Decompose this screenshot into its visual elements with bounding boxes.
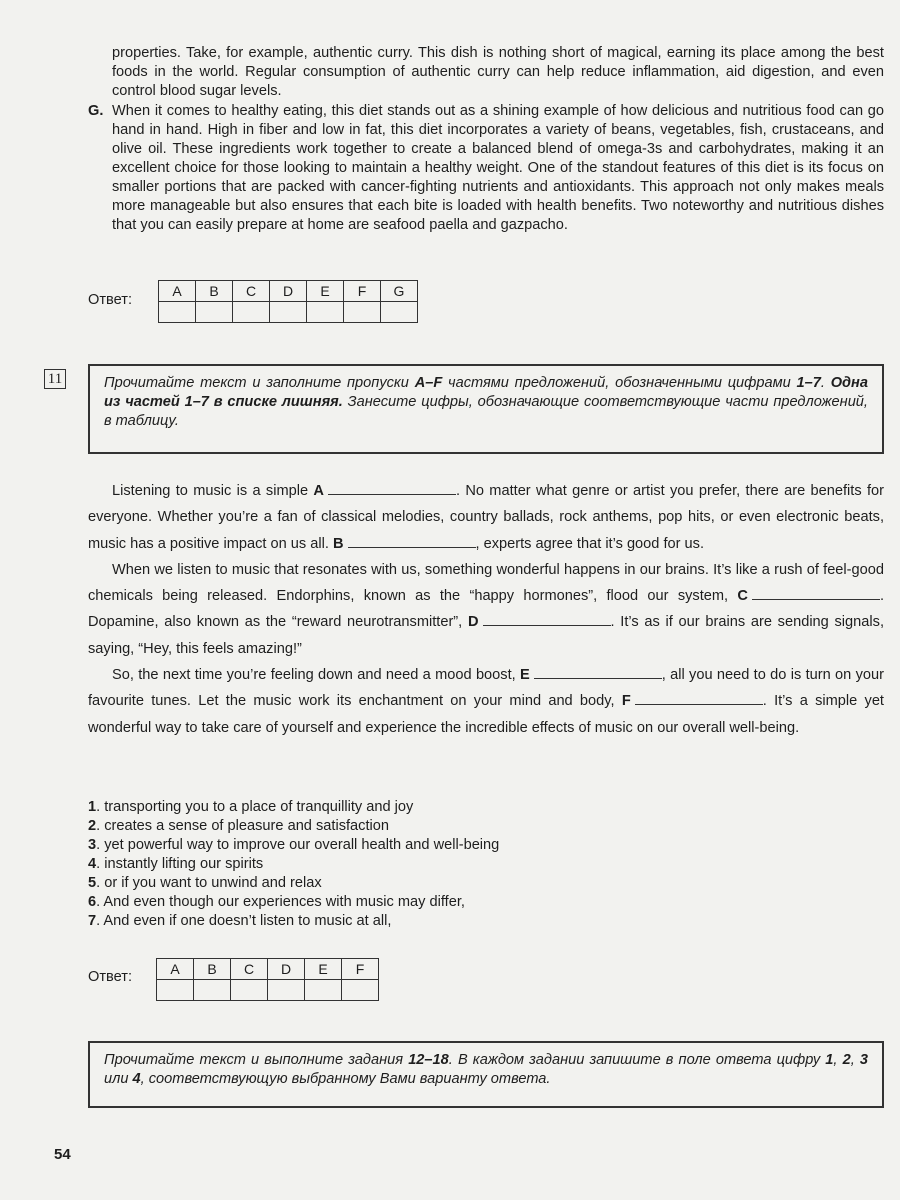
instruction-emphasis: 4 — [132, 1071, 141, 1087]
option-text: . yet powerful way to improve our overall health and well-being — [96, 837, 500, 853]
instruction-text: Прочитайте текст и заполните пропуски — [104, 375, 415, 391]
option-number: 2 — [88, 818, 97, 834]
answer-header-cell: E — [305, 959, 342, 980]
next-task-instruction — [88, 1041, 884, 1108]
answer-header-cell: D — [268, 959, 305, 980]
answer-table-2 — [156, 958, 379, 1001]
gap-letter: A — [313, 483, 324, 499]
option-number: 1 — [88, 799, 97, 815]
answer-header-cell: F — [344, 281, 381, 302]
gap-letter: B — [332, 535, 344, 552]
text-segment: When we listen to music that resonates with us, something wonderful happens in our brains. It’s like a rush of feel-good chemicals being released. Endorphins, known as the “happy hormones”, flood our system, — [88, 561, 884, 605]
instruction-emphasis: 3 — [859, 1052, 869, 1068]
answer-header-cell: B — [196, 281, 233, 302]
option-number: 6 — [88, 894, 97, 910]
instruction-text: , — [850, 1052, 860, 1068]
text-paragraph — [88, 478, 884, 557]
answer-header-cell: E — [307, 281, 344, 302]
answer-input-row — [157, 980, 379, 1001]
instruction-text: или — [104, 1071, 133, 1087]
answer-header-cell: D — [270, 281, 307, 302]
answer-header-cell: A — [157, 959, 194, 980]
text-segment: Listening to music is a simple — [112, 483, 314, 499]
option-item — [88, 836, 499, 855]
option-item — [88, 893, 499, 912]
section-letter: G. — [88, 103, 104, 119]
answer-input-cell[interactable] — [159, 302, 196, 323]
option-item — [88, 855, 499, 874]
text-segment: . It’s as if our brains are sending signals, saying, “Hey, this feels amazing!” — [88, 614, 884, 657]
answer-input-cell[interactable] — [342, 980, 379, 1001]
answer-header-cell: F — [342, 959, 379, 980]
answer-input-cell[interactable] — [157, 980, 194, 1001]
task-instruction — [88, 364, 884, 454]
gap-fill-text — [88, 478, 884, 741]
page-number: 54 — [54, 1146, 71, 1163]
instruction-text: Прочитайте текст и выполните задания — [104, 1052, 409, 1068]
answer-header-cell: B — [194, 959, 231, 980]
instruction-emphasis: 1–7 — [796, 375, 821, 391]
instruction-text: , соответствующую выбранному Вами варианту ответа. — [140, 1071, 551, 1087]
answer-input-cell[interactable] — [305, 980, 342, 1001]
answer-input-cell[interactable] — [307, 302, 344, 323]
gap-blank[interactable] — [635, 690, 763, 705]
section-g-text: When it comes to healthy eating, this diet stands out as a shining example of how delicious and nutritious food can go hand in hand. High in fiber and low in fat, this diet incorporates a variety of beans, vegetables, fish, crustaceans, and olive oil. These ingredients work together to create a balanced blend of omega-3s and carbohydrates, making it an excellent choice for those looking to maintain a healthy weight. One of the standout features of this diet is its focus on smaller portions that are packed with cancer-fighting nutrients and antioxidants. This approach not only makes meals more manageable but also ensures that each bite is loaded with health benefits. Two noteworthy and nutritious dishes that you can easily prepare at home are seafood paella and gazpacho. — [112, 103, 884, 233]
instruction-emphasis: 12–18 — [408, 1052, 449, 1068]
text-segment: . Dopamine, also known as the “reward neurotransmitter”, — [88, 588, 884, 631]
option-text: . And even if one doesn’t listen to music at all, — [96, 913, 392, 929]
section-g — [88, 102, 884, 235]
instruction-emphasis: Одна из частей 1–7 в списке лишняя. — [104, 375, 868, 410]
answer-header-cell: A — [159, 281, 196, 302]
option-text: . instantly lifting our spirits — [96, 856, 264, 872]
answer-header-cell: C — [233, 281, 270, 302]
gap-blank[interactable] — [534, 664, 662, 679]
option-text: . creates a sense of pleasure and satisfaction — [96, 818, 389, 834]
option-item — [88, 798, 499, 817]
text-segment: , experts agree that it’s good for us. — [475, 535, 705, 552]
option-text: . And even though our experiences with music may differ, — [96, 894, 465, 910]
text-segment: , all you need to do is turn on your favourite tunes. Let the music work its enchantment on your mind and body, — [88, 667, 884, 710]
answer-input-row — [159, 302, 418, 323]
answer-label: Ответ: — [88, 969, 132, 985]
gap-letter: C — [737, 588, 748, 605]
gap-blank[interactable] — [328, 480, 456, 495]
options-list — [88, 798, 499, 931]
instruction-text: , — [833, 1052, 843, 1068]
instruction-text: Занесите цифры, обозначающие соответствующие части предложений, в таблицу. — [104, 394, 868, 429]
text-paragraph — [88, 662, 884, 741]
instruction-text: частями предложений, обозначенными цифрами — [442, 375, 797, 391]
text-segment: . It’s a simple yet wonderful way to take care of yourself and experience the incredible effects of music on our overall well-being. — [88, 693, 884, 736]
task-number: 11 — [44, 369, 66, 389]
option-text: . transporting you to a place of tranquillity and joy — [96, 799, 414, 815]
answer-input-cell[interactable] — [233, 302, 270, 323]
gap-blank[interactable] — [752, 585, 880, 600]
answer-input-cell[interactable] — [344, 302, 381, 323]
answer-header-row — [159, 281, 418, 302]
section-g-continuation: properties. Take, for example, authentic curry. This dish is nothing short of magical, earning its place among the best foods in the world. Regular consumption of authentic curry can help reduce inflammation, aid digestion, and even control blood sugar levels. — [112, 45, 884, 99]
answer-input-cell[interactable] — [194, 980, 231, 1001]
gap-blank[interactable] — [348, 533, 476, 548]
answer-input-cell[interactable] — [231, 980, 268, 1001]
option-item — [88, 817, 499, 836]
answer-header-cell: C — [231, 959, 268, 980]
option-item — [88, 912, 499, 931]
answer-label: Ответ: — [88, 292, 132, 308]
instruction-text: . — [820, 375, 831, 391]
instruction-text: . В каждом задании запишите в поле ответа цифру — [448, 1052, 826, 1068]
answer-input-cell[interactable] — [381, 302, 418, 323]
gap-blank[interactable] — [483, 611, 611, 626]
instruction-emphasis: 2 — [842, 1052, 851, 1068]
answer-table-1 — [158, 280, 418, 323]
answer-input-cell[interactable] — [270, 302, 307, 323]
option-number: 4 — [88, 856, 97, 872]
answer-header-row — [157, 959, 379, 980]
option-number: 7 — [88, 913, 97, 929]
gap-letter: D — [467, 614, 479, 631]
answer-header-cell: G — [381, 281, 418, 302]
instruction-emphasis: A–F — [414, 375, 443, 391]
option-text: . or if you want to unwind and relax — [96, 875, 322, 891]
answer-input-cell[interactable] — [196, 302, 233, 323]
text-paragraph — [88, 557, 884, 662]
answer-input-cell[interactable] — [268, 980, 305, 1001]
option-number: 5 — [88, 875, 97, 891]
text-segment: So, the next time you’re feeling down and need a mood boost, — [112, 667, 521, 684]
instruction-emphasis: 1 — [825, 1052, 834, 1068]
gap-letter: F — [621, 693, 631, 710]
text-segment: . No matter what genre or artist you prefer, there are benefits for everyone. Whether you’re a fan of classical melodies, country ballads, rock anthems, pop hits, or even electronic beats, music has a positive impact on us all. — [88, 483, 884, 552]
gap-letter: E — [520, 667, 530, 684]
option-number: 3 — [88, 837, 97, 853]
option-item — [88, 874, 499, 893]
